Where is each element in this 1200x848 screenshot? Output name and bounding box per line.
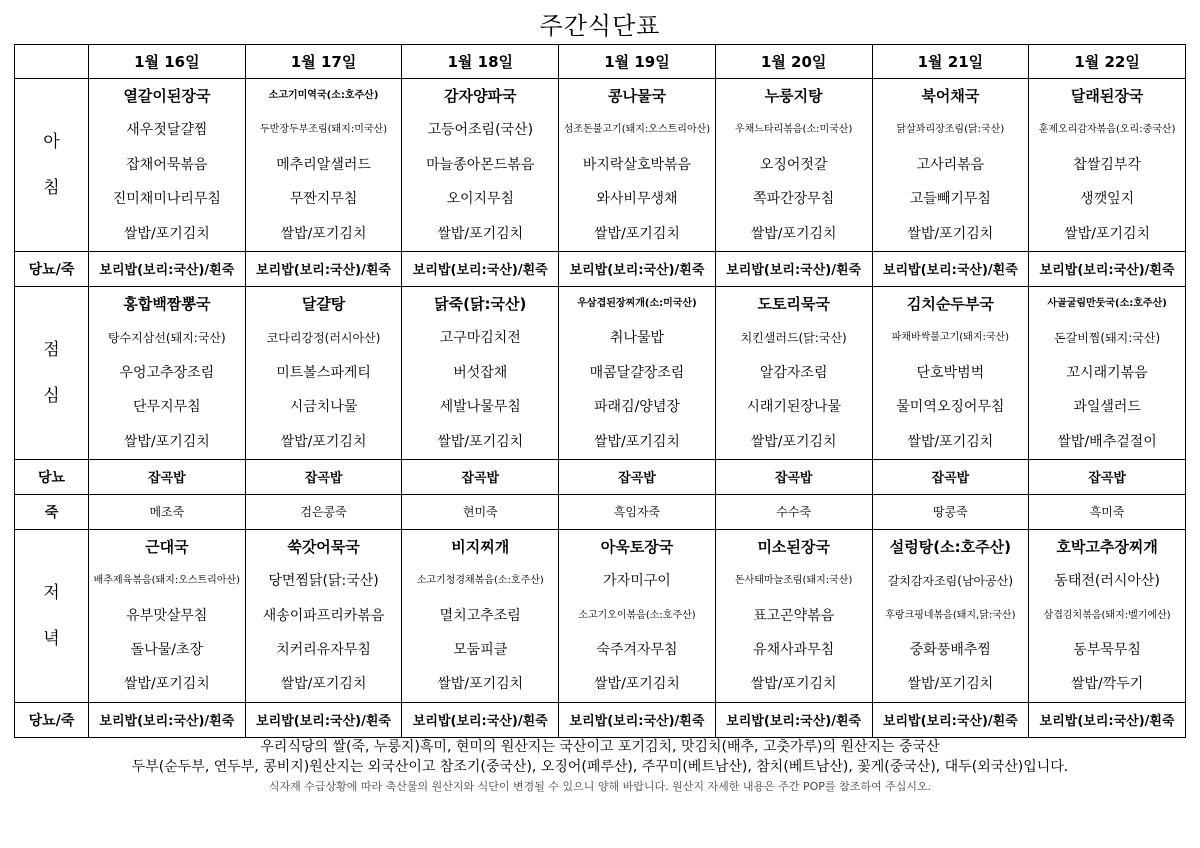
side-dish: 후랑크핑네볶음(돼지,닭:국산) (885, 609, 1016, 621)
side-dish: 중화풍배추찜 (909, 642, 991, 659)
day-header: 1월 21일 (872, 45, 1029, 79)
side-dish: 바지락살호박볶음 (582, 156, 692, 173)
menu-cell (715, 529, 872, 702)
breakfast-row (15, 79, 1186, 252)
menu-cell (89, 529, 246, 702)
side-dish: 무짠지무침 (289, 191, 358, 208)
main-dish: 근대국 (145, 537, 189, 556)
side-dish: 쌀밥/포기김치 (594, 433, 680, 450)
dinner-row (15, 529, 1186, 702)
option-cell: 보리밥(보리:국산)/흰죽 (89, 702, 246, 737)
side-dish: 쌀밥/포기김치 (907, 433, 994, 450)
meal-label-char: 점 (43, 339, 60, 360)
side-dish: 소고기오이볶음(소:호주산) (578, 609, 696, 621)
side-dish: 쌀밥/포기김치 (280, 225, 367, 242)
side-dish: 쌀밥/포기김치 (123, 225, 210, 242)
main-dish: 도토리묵국 (757, 294, 830, 313)
side-dish: 쌀밥/포기김치 (280, 433, 367, 450)
day-header: 1월 16일 (89, 45, 246, 79)
menu-cell (1029, 286, 1186, 459)
option-cell: 수수죽 (715, 494, 872, 529)
side-dish: 쌀밥/포기김치 (437, 225, 524, 242)
main-dish: 홍합백짬뽕국 (123, 294, 211, 313)
day-header: 1월 22일 (1029, 45, 1186, 79)
side-dish: 생깻잎지 (1080, 191, 1135, 208)
side-dish: 오이지무침 (446, 191, 515, 208)
side-dish: 마늘종아몬드볶음 (426, 156, 535, 173)
option-cell: 보리밥(보리:국산)/흰죽 (1029, 702, 1186, 737)
side-dish: 쌀밥/포기김치 (750, 225, 837, 242)
menu-cell (402, 286, 559, 459)
menu-cell (245, 529, 402, 702)
menu-cell (872, 286, 1029, 459)
side-dish: 유부맛살무침 (126, 607, 208, 624)
side-dish: 숙주겨자무침 (596, 642, 678, 659)
option-cell: 검은콩죽 (245, 494, 402, 529)
side-dish: 우채느타리볶음(소:미국산) (734, 124, 853, 136)
row-label: 당뇨 (15, 459, 89, 494)
side-dish: 유채사과무침 (753, 642, 835, 659)
row-label: 죽 (15, 494, 89, 529)
side-dish: 치킨샐러드(닭:국산) (740, 331, 847, 346)
option-cell: 보리밥(보리:국산)/흰죽 (559, 251, 716, 286)
meal-label-char: 녁 (43, 628, 60, 649)
meal-label (15, 286, 89, 459)
side-dish: 돈사태마늘조림(돼지:국산) (734, 575, 853, 587)
side-dish: 파채바싹불고기(돼지:국산) (891, 332, 1010, 344)
meal-label-char: 침 (43, 177, 60, 198)
meal-label (15, 79, 89, 252)
menu-cell (559, 529, 716, 702)
option-cell: 보리밥(보리:국산)/흰죽 (715, 702, 872, 737)
day-header: 1월 18일 (402, 45, 559, 79)
side-dish: 쌀밥/포기김치 (123, 433, 210, 450)
side-dish: 갈치감자조림(남아공산) (887, 574, 1014, 589)
side-dish: 고구마김치전 (439, 330, 521, 347)
main-dish: 비지찌개 (451, 537, 510, 556)
breakfast-porridge-row (15, 251, 1186, 286)
origin-notice-line-2: 두부(순두부, 연두부, 콩비지)원산지는 외국산이고 참조기(중국산), 오징어(페루산), 주꾸미(베트남산), 참치(베트남산), 꽃게(중국산), 대두(외국산)입니다. (131, 759, 1069, 775)
option-cell: 잡곡밥 (245, 459, 402, 494)
main-dish: 아욱토장국 (600, 537, 674, 556)
option-cell: 보리밥(보리:국산)/흰죽 (559, 702, 716, 737)
menu-cell (89, 286, 246, 459)
day-header: 1월 17일 (245, 45, 402, 79)
menu-cell (402, 79, 559, 252)
side-dish: 동태전(러시아산) (1054, 573, 1160, 590)
header-row (15, 45, 1186, 79)
corner-cell (15, 45, 89, 79)
day-header: 1월 20일 (715, 45, 872, 79)
option-cell: 보리밥(보리:국산)/흰죽 (402, 251, 559, 286)
menu-cell (89, 79, 246, 252)
menu-cell (559, 286, 716, 459)
main-dish: 열갈이된장국 (123, 87, 211, 105)
meal-label (15, 529, 89, 702)
main-dish: 달래된장국 (1070, 87, 1144, 105)
side-dish: 물미역오징어무침 (896, 399, 1005, 416)
day-header: 1월 19일 (559, 45, 716, 79)
side-dish: 새송이파프리카볶음 (262, 607, 385, 624)
option-cell: 보리밥(보리:국산)/흰죽 (872, 702, 1029, 737)
weekly-menu-table (14, 44, 1186, 738)
side-dish: 알감자조림 (759, 364, 828, 381)
main-dish: 감자양파국 (444, 87, 517, 105)
menu-cell (872, 529, 1029, 702)
option-cell: 메조죽 (89, 494, 246, 529)
option-cell: 보리밥(보리:국산)/흰죽 (872, 251, 1029, 286)
main-dish: 닭죽(닭:국산) (434, 294, 527, 313)
menu-cell (245, 286, 402, 459)
lunch-row (15, 286, 1186, 459)
menu-cell (715, 79, 872, 252)
option-cell: 흑미죽 (1029, 494, 1186, 529)
side-dish: 고사리볶음 (916, 156, 985, 173)
main-dish: 누룽지탕 (764, 87, 823, 105)
side-dish: 삼겹김치볶음(돼지:벨기에산) (1043, 609, 1171, 621)
row-label: 당뇨/죽 (15, 251, 89, 286)
side-dish: 찹쌀김부각 (1073, 156, 1141, 173)
side-dish: 섬조돈불고기(돼지:오스트리아산) (563, 124, 711, 136)
side-dish: 취나물밥 (609, 330, 665, 347)
side-dish: 단호박범벅 (916, 364, 985, 381)
meal-label-char: 저 (43, 582, 60, 603)
menu-cell (715, 286, 872, 459)
main-dish: 김치순두부국 (906, 294, 994, 313)
option-cell: 잡곡밥 (715, 459, 872, 494)
dinner-porridge-row (15, 702, 1186, 737)
main-dish: 미소된장국 (757, 537, 830, 556)
option-cell: 보리밥(보리:국산)/흰죽 (402, 702, 559, 737)
main-dish: 우삼겹된장찌개(소:미국산) (577, 297, 697, 309)
main-dish: 사골굴림만둣국(소:호주산) (1047, 297, 1167, 309)
side-dish: 돈갈비찜(돼지:국산) (1054, 331, 1161, 346)
side-dish: 쌀밥/포기김치 (437, 433, 524, 450)
side-dish: 쪽파간장무침 (753, 191, 835, 208)
side-dish: 동부묵무침 (1073, 642, 1141, 659)
side-dish: 쌀밥/포기김치 (594, 676, 680, 693)
change-notice: 식자재 수급상황에 따라 축산물의 원산지와 식단이 변경될 수 있으니 양해 바랍니다. 원산지 자세한 내용은 주간 POP를 참조하여 주십시오. (268, 780, 932, 793)
side-dish: 닭살꽈리장조림(닭:국산) (896, 124, 1005, 136)
side-dish: 모둠피클 (453, 642, 508, 659)
side-dish: 탕수지삼선(돼지:국산) (107, 331, 226, 346)
side-dish: 잡채어묵볶음 (126, 156, 208, 173)
side-dish: 쌀밥/포기김치 (750, 433, 837, 450)
side-dish: 쌀밥/포기김치 (123, 676, 210, 693)
main-dish: 소고기미역국(소:호주산) (268, 90, 379, 101)
option-cell: 흑임자죽 (559, 494, 716, 529)
side-dish: 가자미구이 (603, 573, 671, 590)
side-dish: 쌀밥/포기김치 (437, 676, 524, 693)
lunch-porridge-row (15, 494, 1186, 529)
side-dish: 우엉고추장조림 (119, 364, 215, 381)
side-dish: 꼬시래기볶음 (1066, 364, 1148, 381)
side-dish: 돌나물/초장 (130, 642, 204, 659)
side-dish: 쌀밥/포기김치 (280, 676, 367, 693)
side-dish: 시금치나물 (289, 399, 358, 416)
side-dish: 와사비무생채 (596, 191, 678, 208)
menu-cell (245, 79, 402, 252)
side-dish: 쌀밥/포기김치 (907, 225, 994, 242)
side-dish: 당면찜닭(닭:국산) (268, 573, 379, 590)
menu-cell (559, 79, 716, 252)
option-cell: 보리밥(보리:국산)/흰죽 (245, 251, 402, 286)
option-cell: 현미죽 (402, 494, 559, 529)
side-dish: 과일샐러드 (1073, 399, 1141, 416)
side-dish: 표고곤약볶음 (753, 607, 835, 624)
side-dish: 배추제육볶음(돼지:오스트리아산) (93, 575, 241, 587)
main-dish: 콩나물국 (607, 87, 666, 105)
option-cell: 잡곡밥 (872, 459, 1029, 494)
side-dish: 매콤달걀장조림 (589, 364, 685, 381)
side-dish: 코다리강정(러시아산) (266, 331, 381, 346)
option-cell: 보리밥(보리:국산)/흰죽 (715, 251, 872, 286)
side-dish: 고들빼기무침 (909, 191, 991, 208)
page-title: 주간식단표 (539, 12, 661, 40)
menu-cell (402, 529, 559, 702)
main-dish: 북어채국 (921, 87, 980, 105)
side-dish: 새우젓달걀찜 (126, 122, 208, 139)
side-dish: 쌀밥/포기김치 (1064, 225, 1151, 242)
side-dish: 단무지무침 (133, 399, 201, 416)
side-dish: 소고기청경채볶음(소:호주산) (416, 575, 544, 587)
option-cell: 잡곡밥 (402, 459, 559, 494)
main-dish: 호박고추장찌개 (1056, 537, 1158, 556)
side-dish: 쌀밥/배추겉절이 (1057, 433, 1157, 450)
side-dish: 쌀밥/포기김치 (594, 225, 680, 242)
side-dish: 미트볼스파게티 (276, 364, 371, 381)
row-label: 당뇨/죽 (15, 702, 89, 737)
option-cell: 보리밥(보리:국산)/흰죽 (1029, 251, 1186, 286)
main-dish: 설렁탕(소:호주산) (889, 537, 1011, 556)
side-dish: 세발나물무침 (439, 399, 521, 416)
meal-label-char: 심 (43, 385, 60, 406)
side-dish: 파래김/양념장 (594, 399, 680, 416)
side-dish: 고등어조림(국산) (427, 122, 534, 139)
side-dish: 오징어젓갈 (759, 156, 828, 173)
option-cell: 잡곡밥 (1029, 459, 1186, 494)
option-cell: 땅콩죽 (872, 494, 1029, 529)
main-dish: 달걀탕 (301, 294, 346, 313)
menu-cell (872, 79, 1029, 252)
option-cell: 잡곡밥 (89, 459, 246, 494)
meal-label-char: 아 (43, 131, 60, 152)
option-cell: 잡곡밥 (559, 459, 716, 494)
side-dish: 훈제오리감자볶음(오리:중국산) (1038, 124, 1176, 136)
menu-cell (1029, 529, 1186, 702)
side-dish: 치커리유자무침 (276, 642, 371, 659)
side-dish: 진미채미나리무침 (112, 191, 221, 208)
origin-notice-line-1: 우리식당의 쌀(죽, 누룽지)흑미, 현미의 원산지는 국산이고 포기김치, 맛김치(배추, 고춧가루)의 원산지는 중국산 (260, 739, 940, 755)
side-dish: 버섯잡채 (453, 364, 508, 381)
side-dish: 두반장두부조림(돼지:미국산) (260, 124, 388, 136)
main-dish: 쑥갓어묵국 (287, 537, 360, 556)
lunch-diabetes-row (15, 459, 1186, 494)
option-cell: 보리밥(보리:국산)/흰죽 (245, 702, 402, 737)
side-dish: 시래기된장나물 (746, 399, 841, 416)
option-cell: 보리밥(보리:국산)/흰죽 (89, 251, 246, 286)
side-dish: 쌀밥/깍두기 (1070, 676, 1144, 693)
side-dish: 멸치고추조림 (439, 607, 521, 624)
side-dish: 메추리알샐러드 (276, 156, 371, 173)
side-dish: 쌀밥/포기김치 (907, 676, 994, 693)
menu-cell (1029, 79, 1186, 252)
side-dish: 쌀밥/포기김치 (750, 676, 837, 693)
